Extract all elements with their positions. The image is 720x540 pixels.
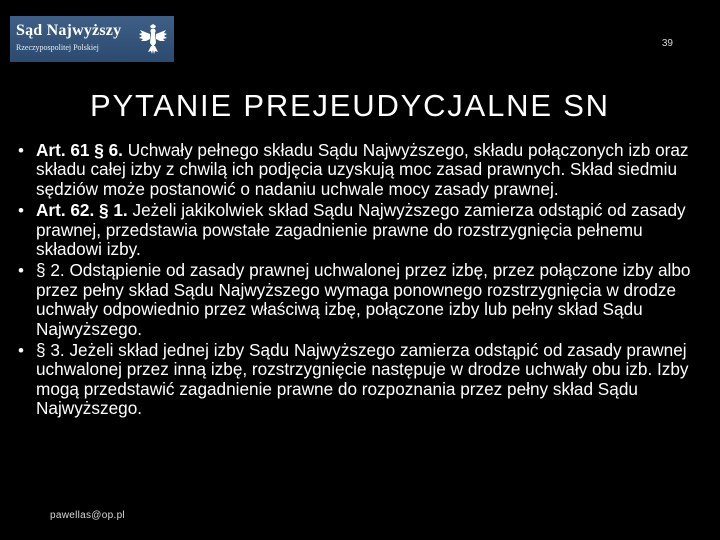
bullet-lead: Art. 62. § 1. xyxy=(36,200,128,221)
logo-subtitle: Rzeczypospolitej Polskiej xyxy=(16,43,99,52)
bullet-dot: • xyxy=(18,341,24,361)
bullet-dot: • xyxy=(18,261,24,281)
bullet-text: § 2. Odstąpienie od zasady prawnej uchwalonej przez izbę, przez połączone izby albo przez pełny skład Sądu Najwyższego wymaga ponownego rozstrzygnięcia w drodze uchwały odpowiednio przez właściwą izbę, połączone izby lub pełny skład Sądu Najwyższego. xyxy=(36,260,691,339)
bullet-text: Uchwały pełnego składu Sądu Najwyższego, składu połączonych izb oraz składu całej izby z chwilą ich podjęcia uzyskują moc zasad prawnych. Skład siedmiu sędziów może postanowić o nadaniu uchwale mocy zasady prawnej. xyxy=(36,140,689,199)
bullet-text: Jeżeli jakikolwiek skład Sądu Najwyższego zamierza odstąpić od zasady prawnej, przedstawia powstałe zagadnienie prawne do rozstrzygnięcia pełnemu składowi izby. xyxy=(36,200,686,260)
eagle-emblem-icon xyxy=(138,23,168,55)
bullet-text: § 3. Jeżeli skład jednej izby Sądu Najwyższego zamierza odstąpić od zasady prawnej uchwalonej przez inną izbę, rozstrzygnięcie następuje w drodze uchwały obu izb. Izby mogą przedstawić zagadnienie prawne do rozpoznania przez pełny skład Sądu Najwyższego. xyxy=(36,340,689,419)
bullet-item xyxy=(18,201,698,259)
bullet-list xyxy=(18,141,698,421)
court-logo xyxy=(10,16,174,62)
slide-number: 39 xyxy=(661,38,673,49)
slide-title: PYTANIE PREJEUDYCJALNE SN xyxy=(90,88,610,123)
bullet-dot: • xyxy=(18,141,24,160)
footer-email: pawellas@op.pl xyxy=(50,510,125,521)
bullet-item xyxy=(18,341,698,419)
bullet-item xyxy=(18,261,698,339)
bullet-dot: • xyxy=(18,201,24,221)
logo-title: Sąd Najwyższy xyxy=(16,22,122,39)
bullet-lead: Art. 61 § 6. xyxy=(36,140,123,160)
bullet-item xyxy=(18,141,698,199)
